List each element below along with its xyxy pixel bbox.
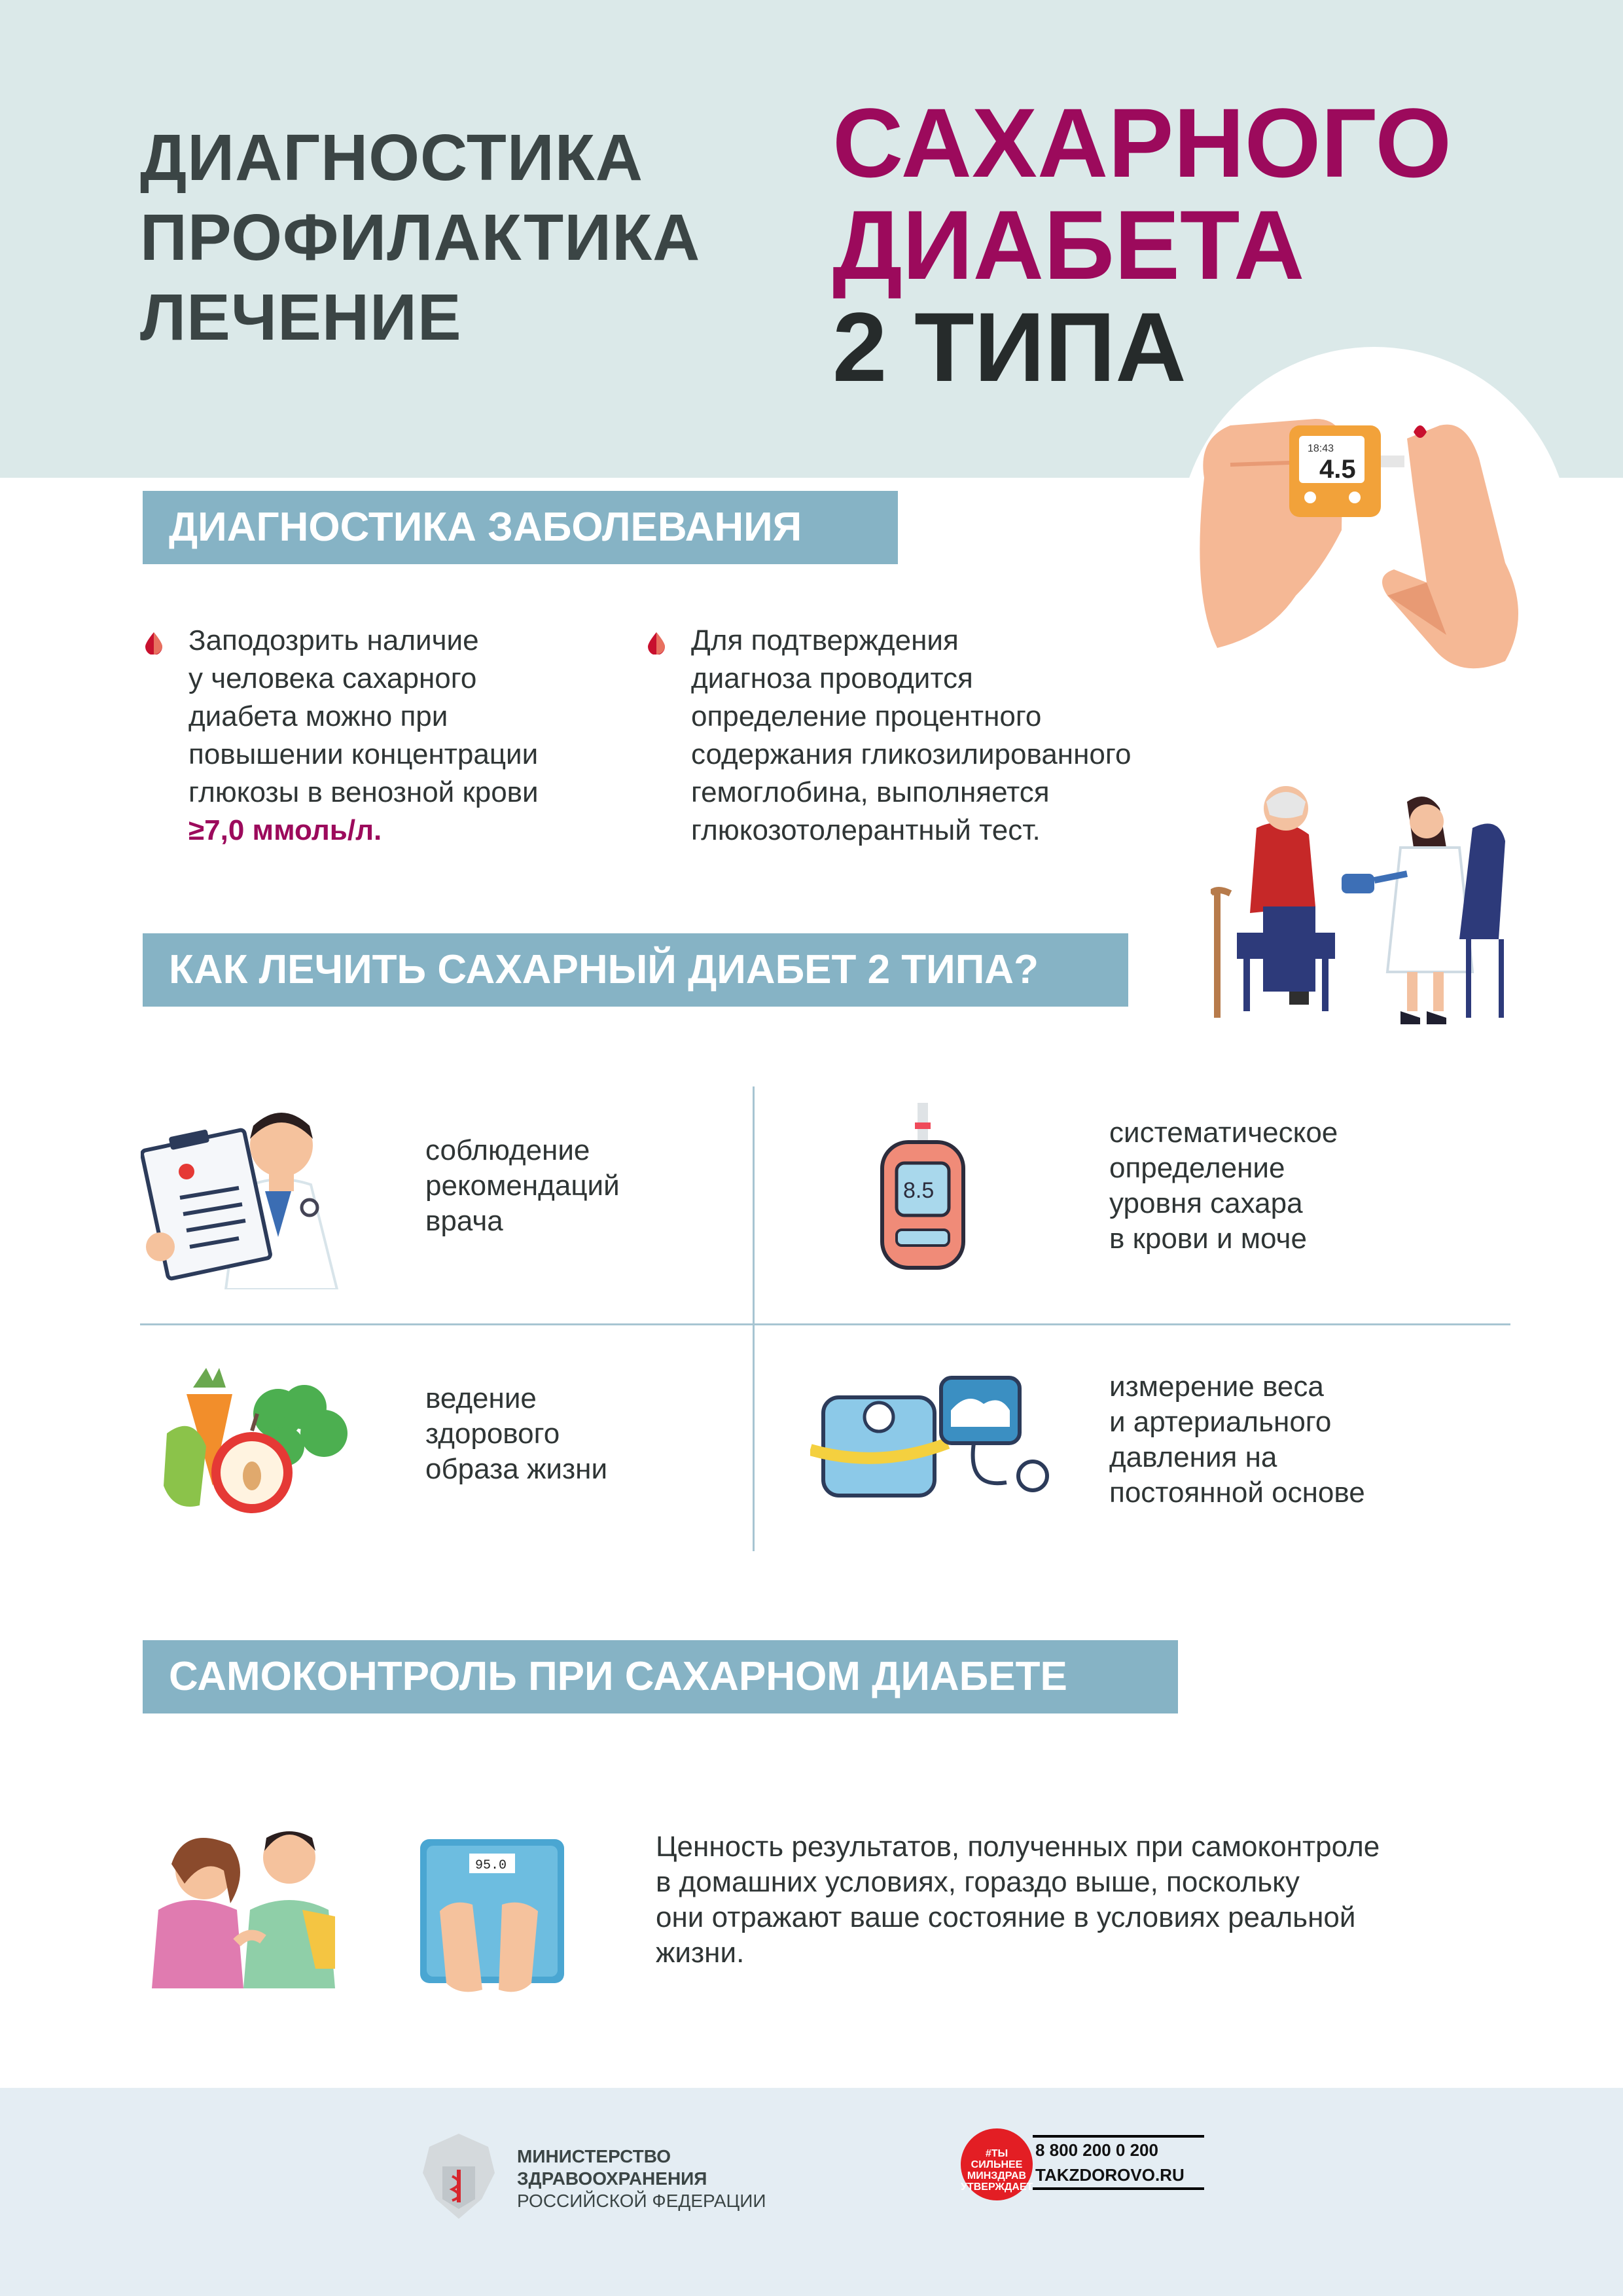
section-diagnostics-title: ДИАГНОСТИКА ЗАБОЛЕВАНИЯ — [143, 491, 898, 564]
diagnostics-bullet-1 — [188, 622, 539, 850]
treatment-4-line-4: постоянной основе — [1109, 1477, 1365, 1509]
treatment-item-doctor — [425, 1133, 620, 1239]
bullet-2-line-6: глюкозотолерантный тест. — [691, 814, 1041, 846]
section-treatment-title: КАК ЛЕЧИТЬ САХАРНЫЙ ДИАБЕТ 2 ТИПА? — [143, 933, 1128, 1007]
ministry-line-3: РОССИЙСКОЙ ФЕДЕРАЦИИ — [517, 2191, 766, 2211]
bullet-2-line-3: определение процентного — [691, 700, 1042, 732]
header-left-title — [140, 118, 700, 357]
doctor-patient-illustration — [1211, 776, 1525, 1037]
bullet-2-line-2: диагноза проводится — [691, 662, 973, 694]
treatment-2-line-1: систематическое — [1109, 1117, 1338, 1149]
bullet-2-line-5: гемоглобина, выполняется — [691, 776, 1050, 808]
selfcontrol-line-3: они отражают ваше состояние в условиях реальной — [656, 1901, 1356, 1933]
treatment-2-line-4: в крови и моче — [1109, 1223, 1307, 1255]
treatment-4-line-3: давления на — [1109, 1441, 1277, 1473]
bullet-1-line-3: диабета можно при — [188, 700, 448, 732]
diagnostics-bullet-2 — [691, 622, 1131, 850]
badge-line-2: СИЛЬНЕЕ — [971, 2159, 1023, 2170]
glucometer-reading: 4.5 — [1319, 455, 1356, 484]
grid-divider-horizontal — [140, 1323, 1510, 1325]
ministry-emblem-icon — [416, 2127, 501, 2225]
header-left-line-1: ДИАГНОСТИКА — [140, 121, 643, 194]
glucose-threshold: ≥7,0 ммоль/л. — [188, 814, 382, 846]
header-right-line-3: 2 ТИПА — [832, 292, 1186, 402]
selfcontrol-line-1: Ценность результатов, полученных при самоконтроле — [656, 1831, 1380, 1863]
treatment-item-sugar-check — [1109, 1115, 1338, 1257]
treatment-4-line-1: измерение веса — [1109, 1371, 1324, 1403]
header-left-line-3: ЛЕЧЕНИЕ — [140, 281, 462, 354]
treatment-2-line-3: уровня сахара — [1109, 1187, 1303, 1219]
header-right-title — [832, 88, 1452, 402]
treatment-2-line-2: определение — [1109, 1152, 1285, 1184]
header-left-line-2: ПРОФИЛАКТИКА — [140, 201, 701, 274]
hotline-phone: 8 800 200 0 200 — [1035, 2140, 1158, 2160]
header-right-line-1: САХАРНОГО — [832, 88, 1452, 198]
selfcontrol-line-4: жизни. — [656, 1937, 745, 1969]
bullet-1-line-1: Заподозрить наличие — [188, 624, 479, 656]
grid-divider-vertical — [753, 1086, 755, 1551]
scale-tonometer-illustration — [810, 1371, 1059, 1509]
selfcontrol-text — [656, 1829, 1380, 1971]
treatment-4-line-2: и артериального — [1109, 1406, 1332, 1438]
ministry-name — [517, 2145, 766, 2212]
bullet-1-line-5: глюкозы в венозной крови — [188, 776, 539, 808]
campaign-badge — [961, 2128, 1033, 2200]
treatment-3-line-1: ведение — [425, 1382, 537, 1414]
bullet-2-line-4: содержания гликозилированного — [691, 738, 1132, 770]
footer-band — [0, 2088, 1623, 2296]
blood-drop-icon — [645, 631, 668, 655]
hotline-box — [1033, 2135, 1204, 2190]
bullet-1-line-4: повышении концентрации — [188, 738, 539, 770]
selfcontrol-line-2: в домашних условиях, гораздо выше, поскольку — [656, 1866, 1300, 1898]
hotline-site: TAKZDOROVO.RU — [1035, 2165, 1185, 2185]
doctor-clipboard-illustration — [141, 1093, 357, 1289]
section-selfcontrol-title: САМОКОНТРОЛЬ ПРИ САХАРНОМ ДИАБЕТЕ — [143, 1640, 1178, 1713]
ministry-line-2: ЗДРАВООХРАНЕНИЯ — [517, 2168, 707, 2189]
meter-reading: 8.5 — [903, 1178, 935, 1203]
treatment-1-line-1: соблюдение — [425, 1134, 590, 1166]
treatment-3-line-2: здорового — [425, 1418, 560, 1450]
treatment-3-line-3: образа жизни — [425, 1453, 608, 1485]
bullet-1-line-2: у человека сахарного — [188, 662, 477, 694]
badge-line-1: #ТЫ — [985, 2148, 1008, 2159]
vegetables-illustration — [154, 1368, 350, 1518]
blood-drop-icon — [143, 631, 165, 655]
bathroom-scale-illustration — [414, 1833, 571, 1996]
badge-line-3: МИНЗДРАВ — [967, 2170, 1027, 2181]
glucometer-hands-illustration — [1191, 399, 1544, 687]
treatment-1-line-3: врача — [425, 1205, 503, 1237]
scale-reading: 95.0 — [475, 1858, 507, 1873]
ministry-line-1: МИНИСТЕРСТВО — [517, 2146, 671, 2166]
treatment-1-line-2: рекомендаций — [425, 1170, 620, 1202]
header-right-line-2: ДИАБЕТА — [832, 190, 1305, 300]
badge-line-4: УТВЕРЖДАЕТ — [961, 2181, 1033, 2193]
treatment-item-healthy-lifestyle — [425, 1381, 607, 1487]
bullet-2-line-1: Для подтверждения — [691, 624, 959, 656]
glucometer-icon — [877, 1103, 969, 1273]
couple-illustration — [152, 1818, 342, 1995]
treatment-item-weight-pressure — [1109, 1369, 1365, 1511]
glucometer-time: 18:43 — [1308, 443, 1334, 454]
